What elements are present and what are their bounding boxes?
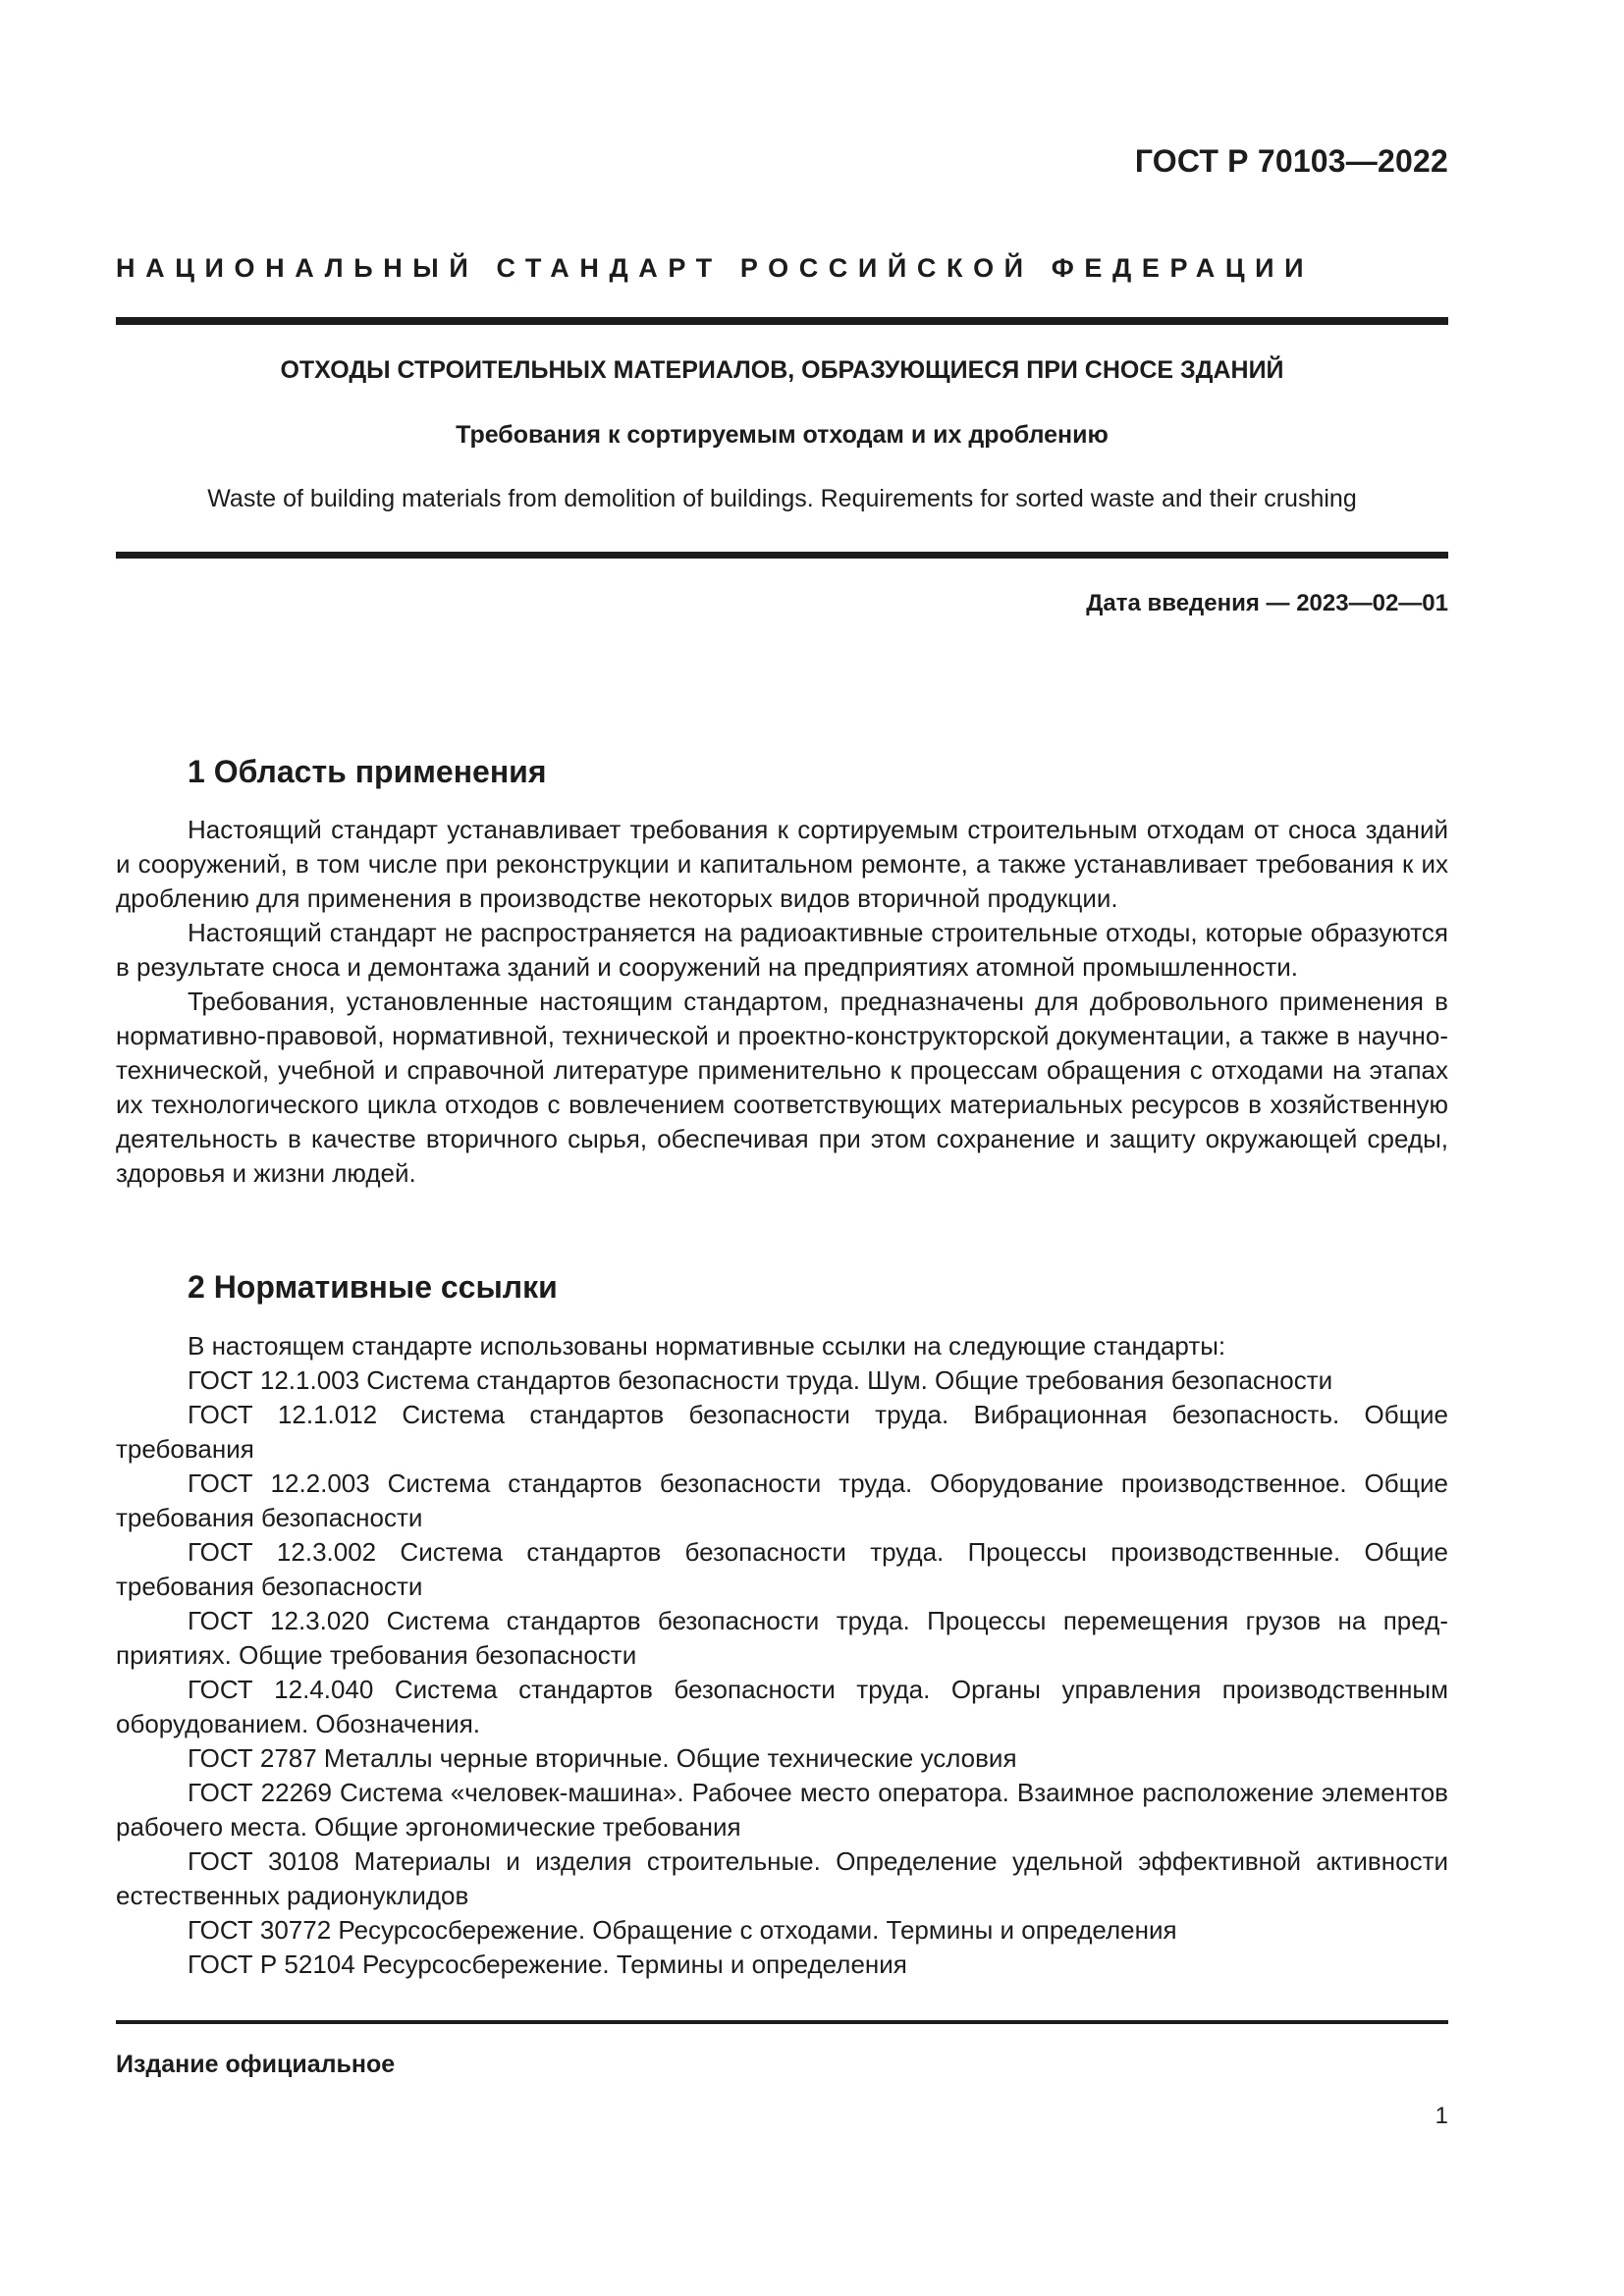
english-title: Waste of building materials from demolition of buildings. Requirements for sorted waste and their crushing (207, 485, 1357, 512)
page-number: 1 (1435, 2103, 1448, 2129)
section-2-heading: 2 Нормативные ссылки (188, 1269, 558, 1305)
reference-item: ГОСТ 12.4.040 Система стандартов безопасности труда. Органы управления производственным оборудованием. Обозначения. (116, 1675, 1448, 1738)
title-divider (116, 552, 1448, 559)
section-1-paragraph: Настоящий стандарт устанавливает требования к сортируемым строительным отходам от сноса зданий и сооружений, в том числе при реконструкции и капитальном ремонте, а также устанавливает требования к их дроблению для применения в производстве некоторых видов вторичной продукции. (116, 815, 1448, 913)
introduction-date: Дата введения — 2023—02—01 (1086, 590, 1448, 616)
section-2-body (116, 1329, 1448, 1982)
section-1-heading: 1 Область применения (188, 754, 547, 789)
reference-item: ГОСТ 22269 Система «человек-машина». Рабочее место оператора. Взаимное расположение элементов рабочего места. Общие эргономические требования (116, 1778, 1448, 1842)
reference-item: ГОСТ 12.1.012 Система стандартов безопасности труда. Вибрационная безопасность. Общие требования (116, 1400, 1448, 1464)
reference-item: ГОСТ 2787 Металлы черные вторичные. Общие технические условия (188, 1743, 1017, 1773)
document-code: ГОСТ Р 70103—2022 (1134, 143, 1448, 179)
document-subtitle: Требования к сортируемым отходам и их дроблению (456, 421, 1109, 449)
section-1-paragraph: Настоящий стандарт не распространяется на радиоактивные строительные отходы, которые образуются в результате сноса и демонтажа зданий и сооружений на предприятиях атомной промышленности. (116, 918, 1448, 982)
reference-item: ГОСТ 12.1.003 Система стандартов безопасности труда. Шум. Общие требования безопасности (188, 1365, 1333, 1395)
header-divider (116, 317, 1448, 325)
reference-item: ГОСТ 30108 Материалы и изделия строительные. Определение удельной эффективной активности естественных радионуклидов (116, 1846, 1448, 1910)
footer-divider (116, 2020, 1448, 2024)
reference-item: ГОСТ 12.3.020 Система стандартов безопасности труда. Процессы перемещения грузов на предприятиях. Общие требования безопасности (116, 1606, 1448, 1670)
official-edition-label: Издание официальное (116, 2051, 396, 2078)
reference-item: ГОСТ Р 52104 Ресурсосбережение. Термины и определения (188, 1949, 907, 1979)
reference-item: ГОСТ 12.3.002 Система стандартов безопасности труда. Процессы производственные. Общие требования безопасности (116, 1537, 1448, 1601)
reference-item: ГОСТ 30772 Ресурсосбережение. Обращение с отходами. Термины и определения (188, 1915, 1177, 1945)
document-title: ОТХОДЫ СТРОИТЕЛЬНЫХ МАТЕРИАЛОВ, ОБРАЗУЮЩИЕСЯ ПРИ СНОСЕ ЗДАНИЙ (280, 356, 1284, 384)
reference-item: ГОСТ 12.2.003 Система стандартов безопасности труда. Оборудование производственное. Общие требования безопасности (116, 1468, 1448, 1532)
section-1-body (116, 813, 1448, 1191)
section-1-paragraph: Требования, установленные настоящим стандартом, предназначены для добровольного применения в нормативно-правовой, нормативной, технической и проектно-конструкторской документации, а также в научно-технической, учебной и справочной литературе применительно к процессам обращения с отходами на этапах их технологического цикла отходов с вовлечением соответствующих материальных ресурсов в хозяйственную деятельность в качестве вторичного сырья, обеспечивая при этом сохранение и защиту окружающей среды, здоровья и жизни людей. (116, 987, 1448, 1188)
references-intro: В настоящем стандарте использованы нормативные ссылки на следующие стандарты: (188, 1331, 1226, 1361)
national-standard-header: НАЦИОНАЛЬНЫЙ СТАНДАРТ РОССИЙСКОЙ ФЕДЕРАЦИИ (116, 253, 1315, 283)
